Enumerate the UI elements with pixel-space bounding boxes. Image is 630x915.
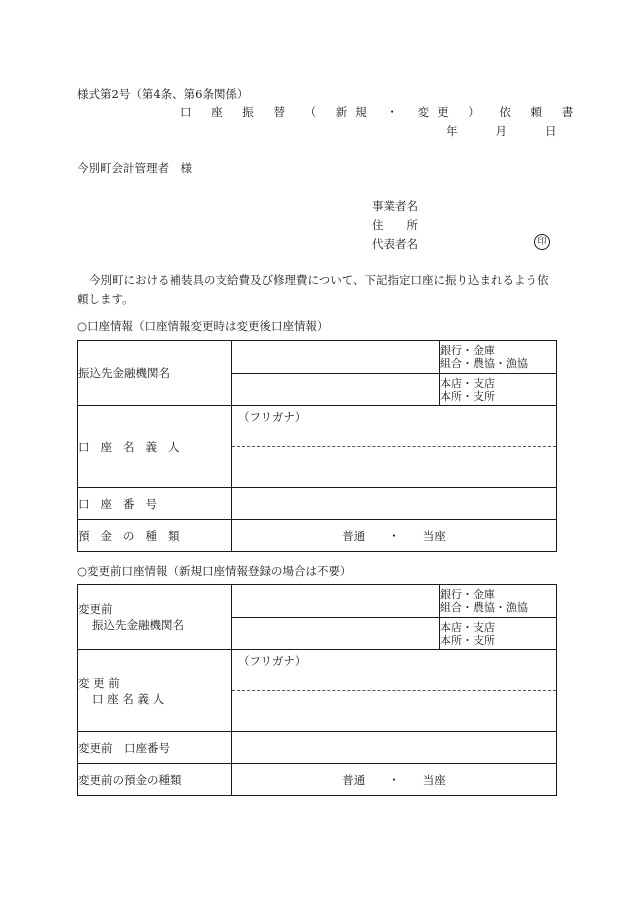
form-title: 口 座 振 替 （ 新規 ・ 変更 ） 依 頼 書 [180,105,582,119]
previous-account-number-label: 変更前 口座番号 [78,732,232,764]
previous-bank-type-options[interactable]: 銀行・金庫 組合・農協・漁協 [440,585,557,618]
addressee: 今別町会計管理者 様 [77,161,192,175]
furigana-divider [232,446,556,447]
date-month-label: 月 [495,124,507,138]
account-holder-label: 口座名義人 [78,406,232,488]
account-number-label: 口座番号 [78,488,232,520]
address-label: 住 所 [372,218,418,232]
branch-type-options[interactable]: 本店・支店 本所・支所 [440,374,557,406]
account-holder-field[interactable] [232,406,557,488]
previous-deposit-type-options[interactable]: 普通 ・ 当座 [232,764,557,796]
previous-account-number-field[interactable] [232,732,557,764]
date-day-label: 日 [545,124,557,138]
seal-mark: 印 [534,234,550,250]
previous-furigana-label: （フリガナ） [238,654,307,668]
request-text: 今別町における補装具の支給費及び修理費について、下記指定口座に振り込まれるよう依頼します。 [77,273,549,306]
previous-account-holder-field[interactable] [232,650,557,732]
previous-branch-name-field[interactable] [232,618,440,650]
previous-bank-name-field[interactable] [232,585,440,618]
previous-furigana-divider [232,690,556,691]
business-name-label: 事業者名 [372,199,418,213]
previous-bank-name-label: 変更前 振込先金融機関名 [78,585,232,650]
bank-name-field[interactable] [232,341,440,374]
section1-heading: ○口座情報（口座情報変更時は変更後口座情報） [77,319,329,333]
previous-deposit-type-label: 変更前の預金の種類 [78,764,232,796]
account-info-table [77,340,557,552]
furigana-label: （フリガナ） [238,410,307,424]
form-number: 様式第2号（第4条、第6条関係） [77,87,249,101]
date-line [446,123,557,139]
branch-name-field[interactable] [232,374,440,406]
bank-name-label: 振込先金融機関名 [78,341,232,406]
previous-account-table [77,584,557,796]
section2-heading: ○変更前口座情報（新規口座情報登録の場合は不要） [77,564,352,578]
deposit-type-label: 預金の種類 [78,520,232,552]
previous-account-holder-label: 変 更 前 口 座 名 義 人 [78,650,232,732]
bank-type-options[interactable]: 銀行・金庫 組合・農協・漁協 [440,341,557,374]
previous-branch-type-options[interactable]: 本店・支店 本所・支所 [440,618,557,650]
date-year-label: 年 [446,124,458,138]
deposit-type-options[interactable]: 普通 ・ 当座 [232,520,557,552]
account-number-field[interactable] [232,488,557,520]
representative-label: 代表者名 [372,237,418,251]
